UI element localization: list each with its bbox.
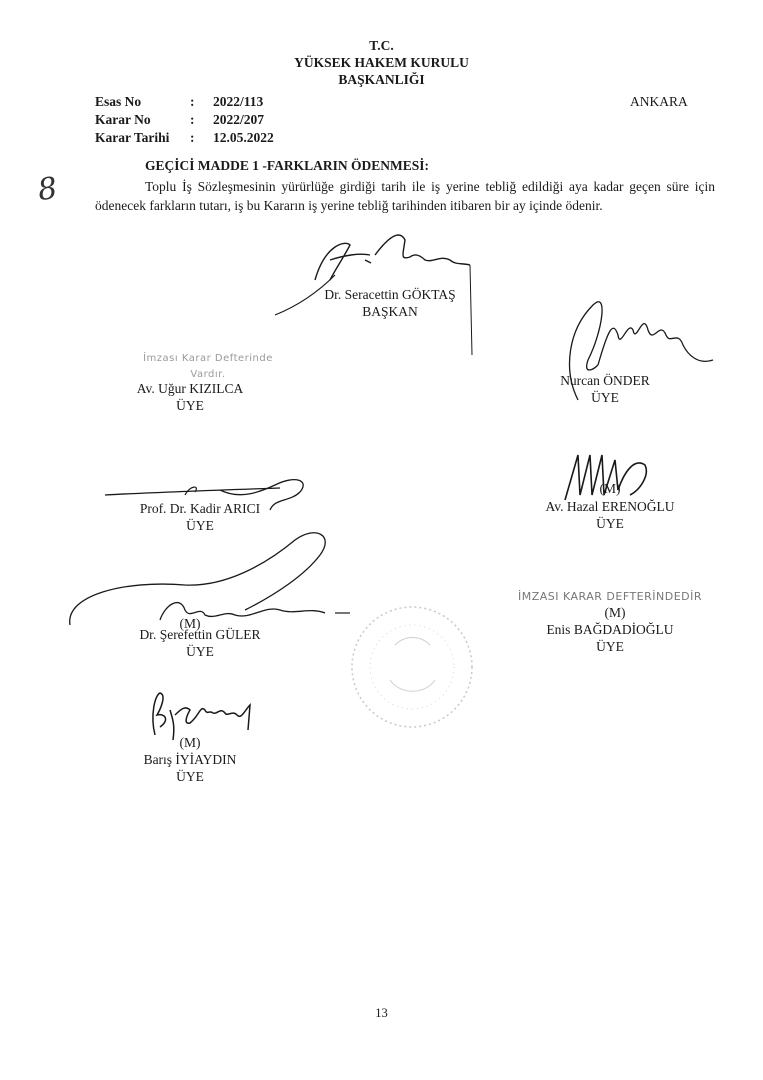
guler-role: ÜYE — [186, 644, 214, 659]
meta-tarih-colon: : — [190, 130, 195, 145]
meta-karar-colon: : — [190, 112, 195, 127]
iyiaydin-mark: (M) — [179, 735, 201, 750]
margin-handwritten-mark: 8 — [35, 170, 60, 209]
guler-mark: (M) — [179, 616, 201, 631]
chair-role: BAŞKAN — [362, 304, 418, 319]
meta-karar-value: 2022/207 — [213, 112, 265, 127]
article-body: Toplu İş Sözleşmesinin yürürlüğe girdiği tarih ile iş yerine tebliğ edildiği aya kadar geçen süre için ödenecek farkların tutarı, iş bu Kararın iş yerine tebliğ tarihinden itibaren bir ay içinde ödenir. — [95, 179, 715, 213]
kizilca-stamp-note: İmzası Karar Defterinde Vardır. — [143, 353, 273, 380]
chair-name: Dr. Seracettin GÖKTAŞ — [324, 287, 456, 302]
bagdadioglu-stamp: İMZASI KARAR DEFTERİNDEDİR — [517, 590, 703, 603]
meta-tarih-label: Karar Tarihi — [95, 130, 170, 145]
meta-esas-value: 2022/113 — [213, 94, 264, 109]
meta-esas-colon: : — [190, 94, 195, 109]
official-seal — [345, 600, 480, 735]
erenoglu-role: ÜYE — [596, 516, 624, 531]
guler-name: Dr. Şerefettin GÜLER — [139, 627, 261, 642]
header-department: BAŞKANLIĞI — [338, 72, 425, 87]
arici-role: ÜYE — [186, 518, 214, 533]
iyiaydin-role: ÜYE — [176, 769, 204, 784]
bagdadioglu-mark: (M) — [604, 605, 626, 620]
city-label: ANKARA — [630, 94, 688, 109]
meta-esas-label: Esas No — [95, 94, 142, 109]
article-title: GEÇİCİ MADDE 1 -FARKLARIN ÖDENMESİ: — [145, 158, 430, 173]
kizilca-name: Av. Uğur KIZILCA — [136, 381, 244, 396]
erenoglu-mark: (M) — [599, 481, 621, 496]
iyiaydin-name: Barış İYİAYDIN — [143, 752, 237, 767]
onder-name: Nurcan ÖNDER — [560, 373, 650, 388]
arici-name: Prof. Dr. Kadir ARICI — [139, 501, 261, 516]
bagdadioglu-name: Enis BAĞDADİOĞLU — [546, 622, 674, 637]
onder-role: ÜYE — [591, 390, 619, 405]
header-tc: T.C. — [369, 38, 394, 53]
bagdadioglu-role: ÜYE — [596, 639, 624, 654]
meta-karar-label: Karar No — [95, 112, 151, 127]
header-institution: YÜKSEK HAKEM KURULU — [294, 55, 469, 70]
page-number: 13 — [375, 1006, 388, 1020]
erenoglu-name: Av. Hazal ERENOĞLU — [545, 499, 675, 514]
kizilca-role: ÜYE — [176, 398, 204, 413]
meta-tarih-value: 12.05.2022 — [213, 130, 274, 145]
